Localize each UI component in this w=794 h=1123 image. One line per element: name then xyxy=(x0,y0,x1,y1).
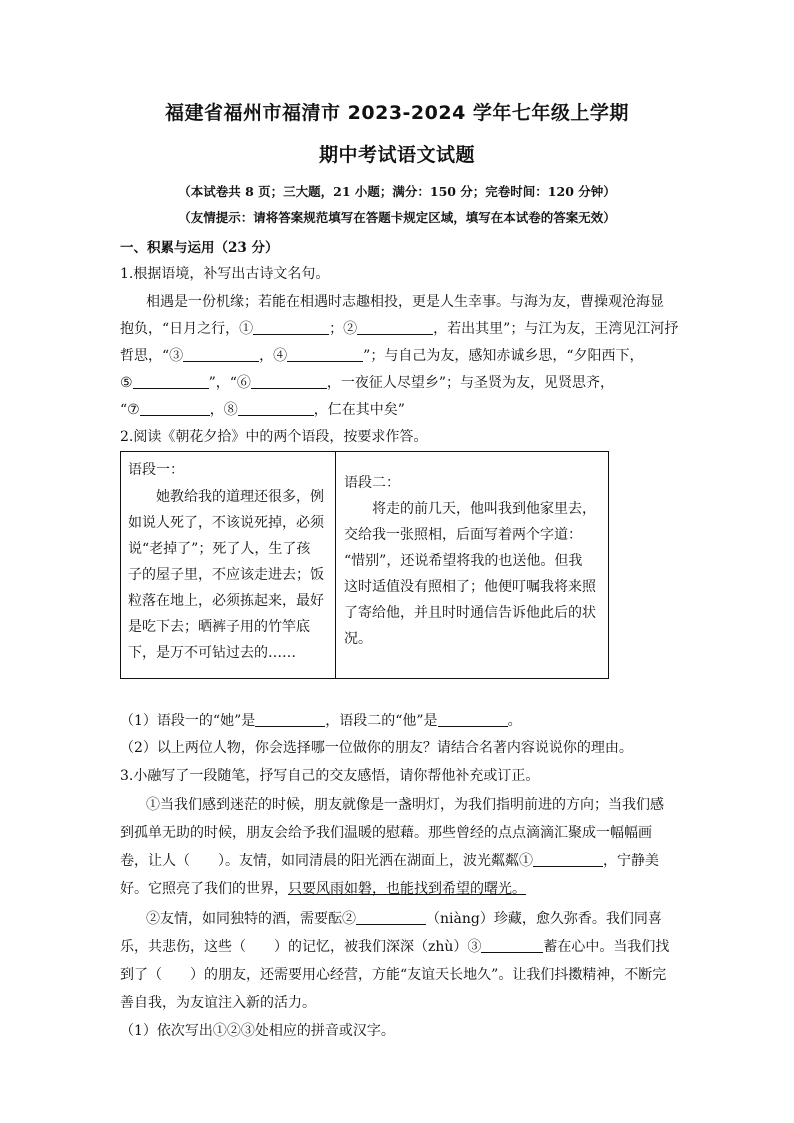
q3-text: 卷，让人（ ）。友情，如同清晨的阳光洒在湖面上，波光粼粼① xyxy=(120,853,533,869)
q1-text-line xyxy=(120,399,680,419)
answer-blank[interactable] xyxy=(287,347,363,362)
q3-text-line xyxy=(120,850,680,870)
answer-blank[interactable] xyxy=(255,712,325,727)
answer-blank[interactable] xyxy=(140,401,210,416)
exam-title-line2: 期中考试语文试题 xyxy=(318,144,475,166)
q3-text-line: ①当我们感到迷茫的时候，朋友就像是一盏明灯，为我们指明前进的方向；当我们感 xyxy=(146,797,664,813)
passage1-line: 如说人死了，不该说死掉，必须 xyxy=(128,515,324,531)
q1-text: ”，“⑥ xyxy=(208,375,251,391)
q1-text-line xyxy=(120,345,680,365)
q1-text: ”；与自己为友，感知赤诚乡思，“夕阳西下， xyxy=(363,348,644,364)
q1-text: ，若出其里”；与江为友，王湾见江河抒 xyxy=(433,321,679,337)
passage2-line: “惜别”，还说希望将我的也送他。但我 xyxy=(344,553,583,569)
q1-text-line: 相遇是一份机缘；若能在相遇时志趣相投，更是人生幸事。与海为友，曹操观沧海显 xyxy=(146,294,664,310)
q2-sub1-text: ，语段二的“他”是 xyxy=(325,713,438,729)
q3-text-line: 善自我，为友谊注入新的活力。 xyxy=(120,995,316,1011)
answer-blank[interactable] xyxy=(183,347,259,362)
passage1-label: 语段一： xyxy=(128,462,184,478)
q3-text-line xyxy=(120,878,680,898)
q3-text-line xyxy=(120,936,680,956)
passage1-line: 粒落在地上，必须拣起来，最好 xyxy=(128,593,324,609)
section-heading: 一、积累与运用（23 分） xyxy=(120,240,279,256)
q3-text: 蓄在心中。当我们找 xyxy=(543,939,670,955)
answer-blank[interactable] xyxy=(251,374,327,389)
answer-blank[interactable] xyxy=(356,910,426,925)
passage2-line: 这时适值没有照相了；他便叮嘱我将来照 xyxy=(344,579,596,595)
passage1-line: 说“老掉了”；死了人，生了孩 xyxy=(128,541,311,557)
answer-blank[interactable] xyxy=(438,712,508,727)
q1-prompt: 1.根据语境，补写出古诗文名句。 xyxy=(120,266,330,282)
q1-text-line xyxy=(120,372,680,392)
passage1-line: 她教给我的道理还很多，例 xyxy=(156,489,324,505)
passage1-line: 是吃下去；晒裤子用的竹竿底 xyxy=(128,619,310,635)
q3-text: 乐，共悲伤，这些（ ）的记忆，被我们深深（zhù）③ xyxy=(120,939,482,955)
q1-text: 抱负，“日月之行，① xyxy=(120,321,254,337)
q1-text: ，④ xyxy=(259,348,288,364)
passage2-line: 况。 xyxy=(344,631,372,647)
answer-blank[interactable] xyxy=(238,401,314,416)
q2-prompt: 2.阅读《朝花夕拾》中的两个语段，按要求作答。 xyxy=(120,429,428,445)
q1-text-line xyxy=(120,318,680,338)
passage2-label: 语段二： xyxy=(344,475,400,491)
passage2-line: 交给我一张照相，后面写着两个字道： xyxy=(344,527,582,543)
passage1-line: 下，是万不可钻过去的…… xyxy=(128,645,296,661)
passage-table-divider xyxy=(335,451,336,679)
q3-text-line: 到孤单无助的时候，朋友会给予我们温暖的慰藉。那些曾经的点点滴滴汇聚成一幅幅画 xyxy=(120,825,652,841)
q3-text: 好。它照亮了我们的世界， xyxy=(120,881,288,897)
answer-blank[interactable] xyxy=(357,320,433,335)
exam-title-line1: 福建省福州市福清市 2023-2024 学年七年级上学期 xyxy=(165,102,629,124)
q3-text-line xyxy=(146,908,680,928)
passage2-line: 了寄给他，并且时时通信告诉他此后的状 xyxy=(344,605,596,621)
q1-text: 哲思，“③ xyxy=(120,348,184,364)
q1-text: ；② xyxy=(329,321,358,337)
q2-sub1-text: （1）语段一的“她”是 xyxy=(120,713,256,729)
q2-sub1 xyxy=(120,710,680,730)
answer-blank[interactable] xyxy=(253,320,329,335)
q1-text: “⑦ xyxy=(120,402,140,418)
answer-blank[interactable] xyxy=(133,374,209,389)
exam-reminder-note: （友情提示：请将答案规范填写在答题卡规定区域，填写在本试卷的答案无效） xyxy=(178,210,616,225)
answer-blank[interactable] xyxy=(533,852,603,867)
q3-text: ②友情，如同独特的酒，需要酝② xyxy=(146,911,356,927)
answer-blank[interactable] xyxy=(481,938,543,953)
q1-text: ，仁在其中矣” xyxy=(313,402,405,418)
q3-text: （niàng）珍藏，愈久弥香。我们同喜 xyxy=(426,911,662,927)
q3-prompt: 3.小融写了一段随笔，抒写自己的交友感悟，请你帮他补充或订正。 xyxy=(120,768,540,784)
q2-sub1-text: 。 xyxy=(507,713,522,729)
q1-text: ，一夜征人尽望乡”；与圣贤为友，见贤思齐， xyxy=(326,375,615,391)
q3-text-line: 到了（ ）的朋友，还需要用心经营，方能“友谊天长地久”。让我们抖擞精神，不断完 xyxy=(120,967,667,983)
q2-sub2: （2）以上两位人物，你会选择哪一位做你的朋友？请结合名著内容说说你的理由。 xyxy=(120,740,633,756)
q3-text: ，宁静美 xyxy=(603,853,659,869)
q1-text: ⑤ xyxy=(120,375,133,391)
underlined-sentence: 只要风雨如磐，也能找到希望的曙光。 xyxy=(288,881,526,897)
q1-text: ，⑧ xyxy=(209,402,238,418)
q3-sub1: （1）依次写出①②③处相应的拼音或汉字。 xyxy=(120,1023,395,1039)
passage1-line: 子的屋子里，不应该走进去；饭 xyxy=(128,567,324,583)
exam-info-note: （本试卷共 8 页；三大题，21 小题；满分：150 分；完卷时间：120 分钟） xyxy=(178,184,616,199)
passage2-line: 将走的前几天，他叫我到他家里去， xyxy=(372,501,596,517)
